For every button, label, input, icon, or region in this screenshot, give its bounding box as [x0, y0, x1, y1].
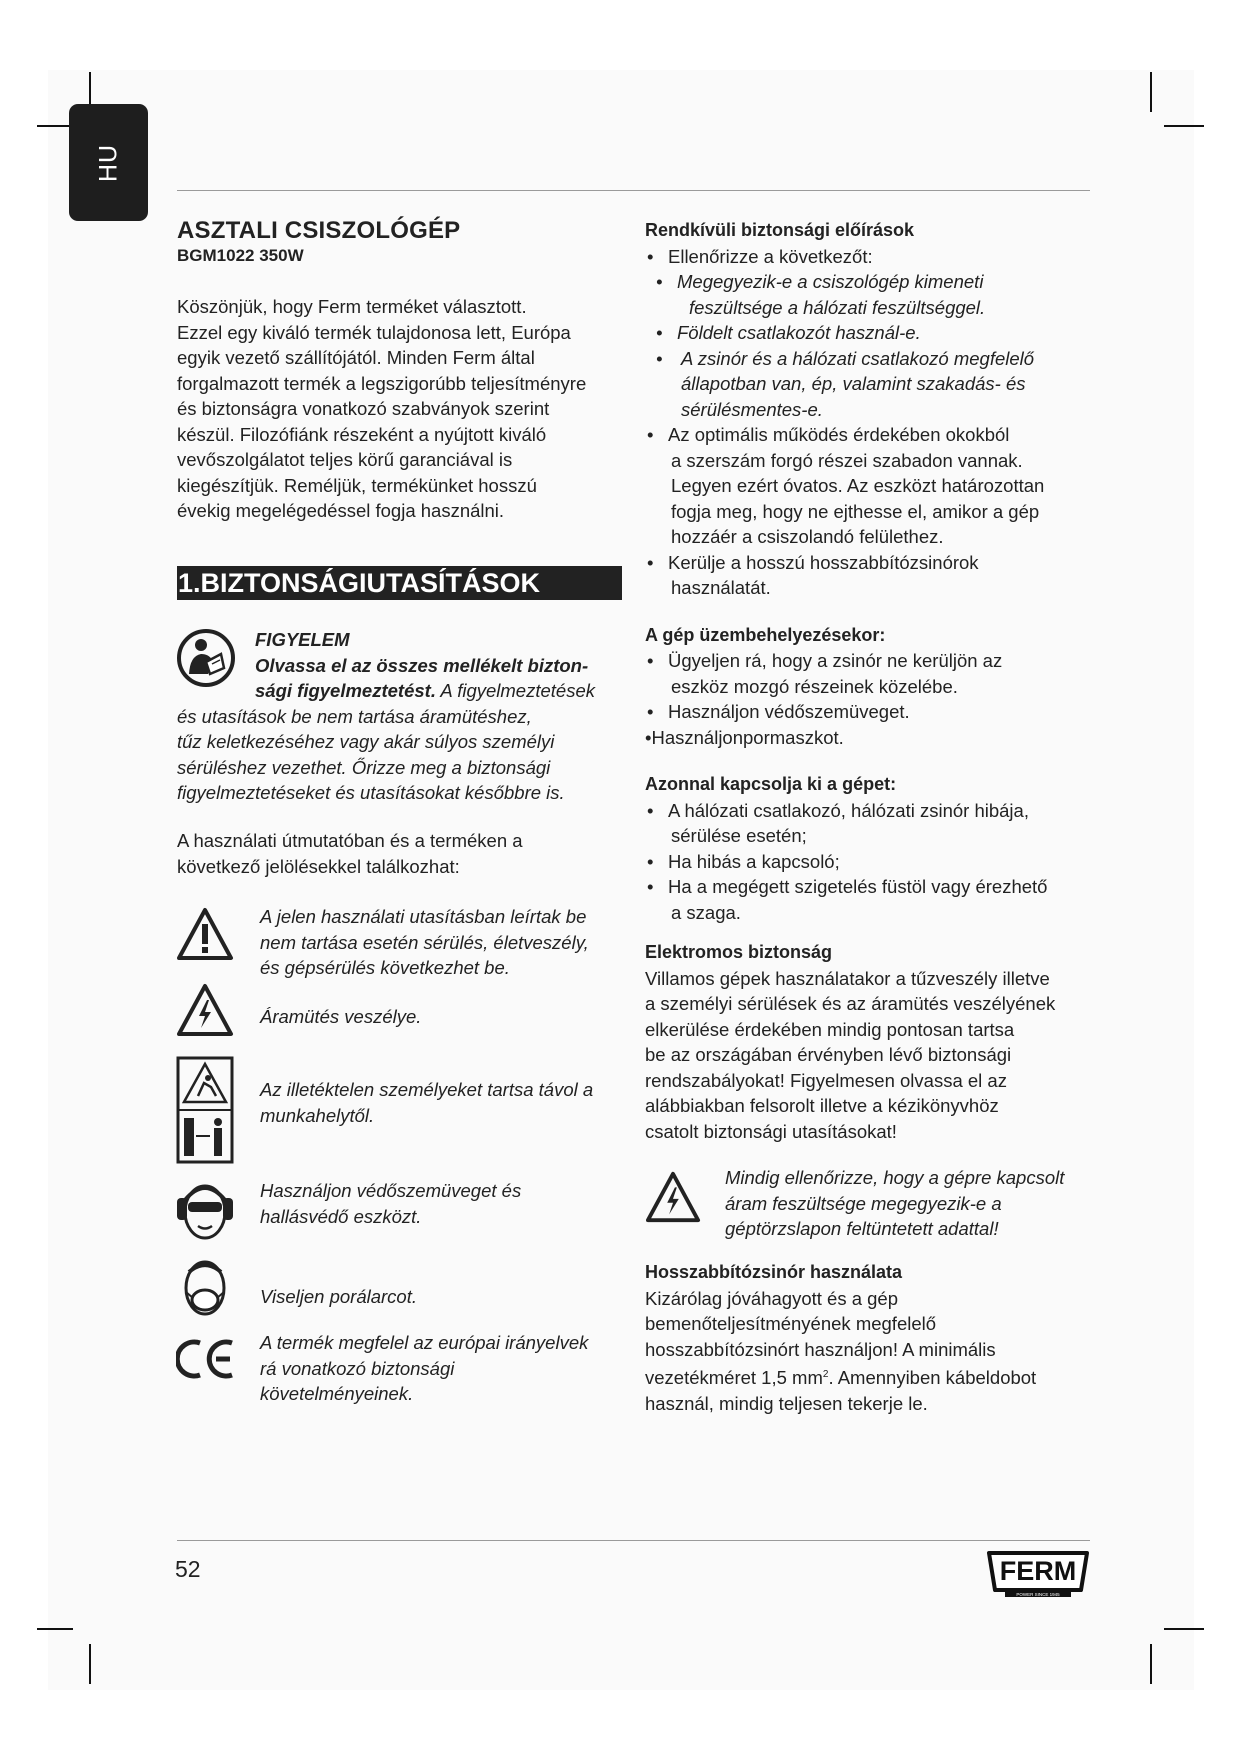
electric-line: Villamos gépek használatakor a tűzveszély illetve: [645, 967, 1050, 989]
page-number: 52: [175, 1556, 201, 1582]
switch-off-heading: Azonnal kapcsolja ki a gépet:: [645, 774, 897, 794]
intro-line: évekig megelégedéssel fogja használni.: [177, 500, 505, 521]
right-column: [645, 218, 1095, 1416]
symbol-line: A termék megfelel az európai irányelvek: [260, 1332, 589, 1353]
intro-line: vevőszolgálatot teljes körű garanciával is: [177, 449, 513, 470]
voltage-note: [645, 1165, 1095, 1242]
startup-heading: A gép üzembehelyezésekor:: [645, 624, 886, 645]
logo-text: FERM: [999, 1556, 1077, 1586]
dust-mask-icon: [180, 1258, 230, 1318]
product-title: ASZTALI CSISZOLÓGÉP: [177, 217, 461, 244]
symbol-line: Viseljen porálarcot.: [260, 1286, 417, 1307]
symbol-line: nem tartása esetén sérülés, életveszély,: [260, 931, 589, 953]
list-item: • Földelt csatlakozót használ-e.: [645, 320, 1095, 346]
symbol-line: rá vonatkozó biztonsági: [260, 1357, 455, 1379]
language-tab-label: HU: [94, 143, 122, 182]
list-item: • Kerülje a hosszú hosszabbítózsinórok használatát.: [645, 550, 1095, 601]
warning-line: figyelmeztetéseket és utasításokat későbbre is.: [177, 782, 565, 803]
voltage-note-line: Mindig ellenőrizze, hogy a gépre kapcsolt: [725, 1167, 1065, 1188]
goggles-earmuffs-icon: [176, 1178, 234, 1242]
electric-line: alábbiakban felsorolt illetve a kézikönyvhöz: [645, 1095, 999, 1116]
warning-triangle-icon: [176, 906, 234, 962]
crop-mark: [1164, 125, 1204, 127]
list-item: • Ha a megégett szigetelés füstöl vagy érezhető a szaga.: [645, 874, 1095, 925]
crop-mark: [37, 1628, 73, 1630]
symbol-line: Áramütés veszélye.: [260, 1006, 422, 1027]
logo-tagline: POWER SINCE 1945: [1016, 1592, 1060, 1597]
symbols-intro-line: következő jelölésekkel találkozhat:: [177, 855, 460, 877]
section-heading: 1.BIZTONSÁGIUTASÍTÁSOK: [177, 566, 622, 600]
intro-line: forgalmazott termék a legszigorúbb teljesítményre: [177, 372, 587, 394]
intro-line: és biztonságra vonatkozó szabványok szerint: [177, 398, 550, 419]
crop-mark: [1150, 1644, 1152, 1684]
list-item: • A zsinór és a hálózati csatlakozó megfelelő állapotban van, ép, valamint szakadás- és sérülésmentes-e.: [645, 346, 1095, 423]
symbol-description: [260, 1077, 640, 1128]
intro-line: egyik vezető szállítójától. Minden Ferm által: [177, 347, 535, 368]
list-item: • Használjon védőszemüveget.: [645, 699, 1095, 725]
electric-line: rendszabályokat! Figyelmesen olvassa el az: [645, 1069, 1007, 1091]
symbol-line: A jelen használati utasításban leírtak be: [260, 906, 587, 927]
intro-line: készül. Filozófiánk részeként a nyújtott kiváló: [177, 423, 547, 445]
crop-mark: [1164, 1628, 1204, 1630]
extension-line: bemenőteljesítményének megfelelő: [645, 1313, 937, 1334]
footer-rule: [177, 1540, 1090, 1541]
symbol-line: Használjon védőszemüveget és: [260, 1180, 522, 1201]
crop-mark: [37, 125, 73, 127]
warning-text: A figyelmeztetések: [435, 680, 595, 701]
warning-label: FIGYELEM: [255, 629, 350, 650]
symbol-line: hallásvédő eszközt.: [260, 1205, 422, 1227]
symbol-line: Az illetéktelen személyeket tartsa távol a: [260, 1079, 594, 1100]
extension-line: hosszabbítózsinórt használjon! A minimális: [645, 1338, 996, 1360]
symbols-intro-line: A használati útmutatóban és a terméken a: [177, 830, 523, 851]
warning-bold-text: sági figyelmeztetést.: [255, 680, 436, 701]
warning-line: tűz keletkezéséhez vagy akár súlyos személyi: [177, 731, 555, 752]
electric-line: elkerülése érdekében mindig pontosan tartsa: [645, 1018, 1015, 1040]
extension-line: vezetékméret 1,5 $mm^2$. Amennyiben kábeldobot: [645, 1367, 1037, 1389]
list-item: • Ellenőrizze a következőt:: [645, 244, 1095, 270]
electric-safety-heading: Elektromos biztonság: [645, 942, 833, 962]
list-item: • Az optimális működés érdekében okokból a szerszám forgó részei szabadon vannak. Legyen ezért óvatos. Az eszközt határozottan fogja meg, hogy ne ejthesse el, amikor a gép hozzáér a csiszolandó felülethez.: [645, 422, 1095, 550]
intro-line: Ezzel egy kiváló termék tulajdonosa lett, Európa: [177, 321, 571, 343]
product-model: BGM1022 350W: [177, 246, 304, 265]
list-item: • Ügyeljen rá, hogy a zsinór ne kerüljön az eszköz mozgó részeinek közelébe.: [645, 648, 1095, 699]
list-item: • Megegyezik-e a csiszológép kimeneti feszültsége a hálózati feszültséggel.: [645, 269, 1095, 320]
crop-mark: [1150, 72, 1152, 112]
extension-line: használ, mindig teljesen tekerje le.: [645, 1392, 928, 1414]
symbol-description: [260, 904, 640, 981]
list-item: • Ha hibás a kapcsoló;: [645, 849, 1095, 875]
symbol-description: [260, 1178, 640, 1229]
voltage-note-line: áram feszültsége megegyezik-e a: [725, 1192, 1002, 1214]
electric-line: a személyi sérülések és az áramütés veszélyének: [645, 993, 1056, 1014]
symbol-description: [260, 1004, 640, 1030]
symbols-intro: [177, 828, 627, 879]
warning-line: és utasítások be nem tartása áramütéshez,: [177, 705, 532, 727]
extension-cord-heading: Hosszabbítózsinór használata: [645, 1262, 903, 1282]
crop-mark: [89, 1644, 91, 1684]
language-tab: [69, 104, 148, 221]
warning-bold-text: Olvassa el az összes mellékelt bizton-: [255, 654, 589, 676]
list-item: • A hálózati csatlakozó, hálózati zsinór hibája, sérülése esetén;: [645, 798, 1095, 849]
intro-line: Köszönjük, hogy Ferm terméket választott.: [177, 296, 527, 317]
voltage-note-line: géptörzslapon feltüntetett adattal!: [725, 1218, 999, 1239]
intro-line: kiegészítjük. Reméljük, termékünket hosszú: [177, 474, 537, 496]
keep-bystanders-away-icon: [176, 1056, 234, 1164]
warning-block: [177, 627, 637, 806]
symbol-description: [260, 1330, 640, 1407]
electric-line: csatolt biztonsági utasításokat!: [645, 1120, 897, 1142]
extension-line: Kizárólag jóváhagyott és a gép: [645, 1287, 899, 1309]
warning-line: sérüléshez vezethet. Őrizze meg a biztonsági: [177, 756, 551, 778]
symbol-line: és gépsérülés következhet be.: [260, 957, 510, 978]
ferm-logo: [985, 1550, 1091, 1598]
symbol-line: munkahelytől.: [260, 1104, 375, 1126]
electric-shock-icon: [645, 1169, 701, 1225]
intro-paragraph: [177, 294, 627, 524]
ce-mark-icon: [176, 1338, 236, 1380]
symbol-line: követelményeinek.: [260, 1383, 414, 1404]
symbol-description: [260, 1284, 640, 1310]
header-rule: [177, 190, 1090, 191]
electric-shock-icon: [176, 982, 234, 1038]
superscript: 2: [822, 1369, 829, 1380]
startup-last-line: •Használjonpormaszkot.: [645, 726, 844, 748]
electric-line: be az országában érvényben lévő biztonsági: [645, 1044, 1012, 1065]
special-safety-heading: Rendkívüli biztonsági előírások: [645, 220, 915, 240]
